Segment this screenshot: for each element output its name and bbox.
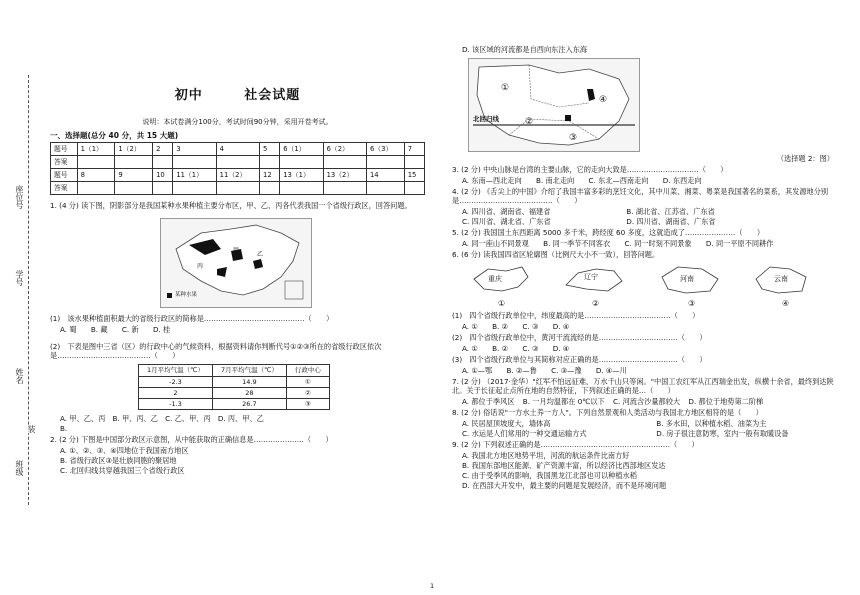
question-7-stem: 7. (2 分) （2017·金华）"红军不怕远征难，万水千山只等闲。"中国工农红军从江西瑞金出发，纵横十余省，最终到达陕北。关于长征起止点所在地的自然特征，下列叙述正确的是…（ ）	[452, 377, 834, 395]
seat-number-label: 座位号	[15, 185, 24, 209]
climate-table	[138, 364, 330, 410]
table-cell: 14	[366, 169, 404, 182]
option-d: D. 房子很注意防寒，室内一般有取暖设备	[656, 429, 789, 438]
table-cell: 10	[153, 169, 173, 182]
option-c: C. 由于受季风的影响，我国黑龙江北部也可以种植水稻	[462, 471, 637, 480]
table-row	[51, 156, 425, 169]
map-caption: （选择题 2：图）	[776, 154, 834, 163]
table-cell	[115, 156, 153, 169]
question-6-sub2: (2) 四个省级行政单位中，黄河干流流经的是……………………………（ ）	[452, 333, 707, 342]
question-8-stem: 8. (2 分) 俗话说"一方水土养一方人"。下列自然景观和人类活动与我国北方地区相符的是（ ）	[452, 408, 763, 417]
question-4-options-row1	[462, 207, 842, 216]
option-d: D. 都位于地势第二阶梯	[688, 397, 764, 406]
option-a: A. 东南—西北走向	[462, 176, 522, 185]
table-cell	[366, 156, 404, 169]
question-6-stem: 6. (6 分) 读我国四省区轮廓图（比例尺大小不一致），回答问题。	[452, 250, 660, 259]
title-right: 社会试题	[244, 88, 301, 103]
option-c: C. 水运是人们常用的一种交通运输方式	[462, 429, 587, 438]
question-3-options	[462, 176, 842, 185]
option-d: D. ④	[552, 322, 570, 331]
question-1-sub1-options	[60, 325, 425, 334]
option-a: A. ①	[462, 344, 478, 353]
option-a: A. ①—鄂	[462, 366, 493, 375]
table-cell: 13（1）	[280, 169, 323, 182]
map-label-yi: 乙	[257, 251, 264, 259]
option-c: C. 北回归线共穿越我国三个省级行政区	[60, 465, 185, 475]
question-8-options-row1	[462, 419, 842, 428]
option-b: B. 藏	[90, 325, 108, 335]
option-c: C. 同一时刻不同景象	[624, 239, 692, 248]
question-2-stem: 2. (2 分) 下图是中国部分政区示意图，从中能获取的正确信息是…………………（ ）	[50, 434, 333, 444]
option-b: B. 南北走向	[535, 176, 575, 185]
province-liaoning: 辽宁	[584, 273, 598, 281]
option-c: C. ③	[522, 322, 539, 331]
option-d: D. 在西部大开发中，最主要的问题是发展经济，而不是环境问题	[462, 481, 667, 490]
option-b: B. 多水田，以种植水稻、油菜为主	[656, 419, 767, 428]
table-cell: 5	[260, 143, 280, 156]
section-heading: 一、选择题(总分 40 分，共 15 大题)	[50, 131, 179, 140]
question-3-stem: 3. (2 分) 中央山脉是台湾的主要山脉，它的走向大致是…………………………（ ）	[452, 165, 728, 174]
table-cell: 6（2）	[323, 143, 366, 156]
table-cell	[260, 182, 280, 195]
table-cell: 11（1）	[173, 169, 216, 182]
option-c: C. 河流含沙量都较大	[613, 397, 681, 406]
province-outlines	[466, 263, 842, 309]
table-cell: 3	[173, 143, 216, 156]
option-c: C. 新	[121, 325, 139, 335]
question-4-stem: 4. (2 分) 《舌尖上的中国》介绍了我国丰富多彩的烹饪文化，其中川菜、湘菜、粤菜是我国著名的菜系，其发源地分别是…………………………………（ ）	[452, 187, 829, 205]
table-cell: 7	[404, 143, 424, 156]
province-chongqing: 重庆	[488, 275, 502, 283]
question-6-sub3-options	[462, 366, 842, 375]
option-d: D. 同一平原不同耕作	[705, 239, 774, 248]
table-cell: 1（2）	[115, 143, 153, 156]
option-b: B. ②	[492, 344, 509, 353]
table-cell: 1（1）	[77, 143, 115, 156]
province-yunnan: 云南	[774, 275, 788, 283]
province-henan: 河南	[680, 275, 694, 283]
table-cell	[153, 156, 173, 169]
table-cell: 13（2）	[323, 169, 366, 182]
name-label: 姓名	[15, 368, 24, 384]
south-china-map-icon	[469, 59, 639, 151]
map-label-bing: 丙	[197, 263, 204, 271]
option-c: C. ③—豫	[551, 366, 582, 375]
table-cell: 6（1）	[280, 143, 323, 156]
question-1-stem: 1. (4 分) 读下图，阴影部分是我国某种水果种植主要分布区，甲、乙、丙各代表我国一个省级行政区，回答问题。	[50, 201, 412, 211]
regional-map	[468, 58, 640, 152]
table-cell	[216, 156, 259, 169]
option-c: C. 东北—西南走向	[588, 176, 649, 185]
table-row	[51, 182, 425, 195]
table-cell: 题号	[51, 143, 78, 156]
question-5-options	[462, 239, 842, 248]
option-b: B. 同一季节不同客衣	[543, 239, 611, 248]
table-row: -2.3 14.9 ①	[139, 376, 330, 387]
question-4-options-row2	[462, 217, 842, 226]
map-legend: 某种水果	[175, 292, 198, 299]
answer-table	[50, 142, 425, 195]
option-d: D. 东西走向	[662, 176, 702, 185]
question-1-sub2-options: A. 甲、乙、丙 B. 甲、丙、乙 C. 乙、甲、丙 D. 丙、甲、乙	[60, 413, 264, 423]
table-cell	[260, 156, 280, 169]
option-d: D. ④	[552, 344, 570, 353]
table-cell: 6（3）	[366, 143, 404, 156]
map-label-2: ②	[525, 117, 534, 127]
option-b: B. 省级行政区③是壮族同胞的聚居地	[60, 455, 177, 465]
question-9-stem: 9. (2 分) 下列叙述正确的是………………………………………………（ ）	[452, 440, 699, 449]
question-6-sub1-options	[462, 322, 842, 331]
option-a: A. ①	[462, 322, 478, 331]
table-cell	[280, 156, 323, 169]
option-a: A. 都位于季风区	[462, 397, 515, 406]
option-b: B. 一月均温都在 0℃以下	[522, 397, 605, 406]
table-cell	[77, 182, 115, 195]
table-cell	[323, 156, 366, 169]
table-row: 2 28 ②	[139, 387, 330, 398]
option-a: A. 民居屋顶坡度大，墙体高	[462, 419, 551, 428]
option-a: A. 我国北方地区地势平坦，河流的航运条件比南方好	[462, 451, 630, 460]
table-cell: 4	[216, 143, 259, 156]
title-left: 初中	[174, 88, 203, 103]
class-label: 班级	[15, 460, 24, 476]
option-d: D. 四川省、湖南省、广东省	[626, 217, 716, 226]
question-6-sub3: (3) 四个省级行政单位与其简称对应正确的是……………………………（ ）	[452, 355, 707, 364]
province-num-4: ④	[782, 299, 790, 308]
option-a: A. ①、②、③、④四地位于我国南方地区	[60, 445, 189, 455]
table-cell	[173, 156, 216, 169]
province-num-3: ③	[688, 299, 696, 308]
question-1-sub2-option-b: B.	[60, 423, 68, 433]
table-row	[51, 169, 425, 182]
question-1-sub2: (2) 下表是图中三省（区）的行政中心的气候资料，根据资料请你判断代号①②③所在的省级行政区依次是…………………………………（ ）	[50, 342, 382, 361]
left-column	[50, 88, 425, 476]
exam-note: 说明：本试卷满分100分，考试时间90分钟，采用开卷考试。	[142, 118, 333, 127]
table-cell	[404, 156, 424, 169]
table-cell	[173, 182, 216, 195]
table-row	[51, 143, 425, 156]
table-row: 1月平均气温（℃） 7月平均气温（℃） 行政中心	[139, 365, 330, 376]
table-cell	[115, 182, 153, 195]
table-cell: 8	[77, 169, 115, 182]
table-cell: 答案	[51, 156, 78, 169]
option-b: B. ②—鲁	[506, 366, 537, 375]
question-2-option-d: D. 该区域的河流都是自西向东注入东海	[462, 45, 588, 54]
table-cell	[216, 182, 259, 195]
table-cell: 9	[115, 169, 153, 182]
table-row: -1.3 26.7 ③	[139, 398, 330, 409]
table-cell: 答案	[51, 182, 78, 195]
page-number: 1	[430, 582, 435, 590]
seal-line	[28, 75, 29, 505]
table-cell	[366, 182, 404, 195]
option-c: C. 四川省、湖北省、广东省	[462, 217, 551, 226]
table-cell: 2	[153, 143, 173, 156]
table-cell	[280, 182, 323, 195]
option-a: A. 蜀	[60, 325, 77, 335]
table-cell	[77, 156, 115, 169]
tropic-label: 北回归线	[473, 115, 499, 123]
right-column	[452, 44, 842, 491]
table-cell: 12	[260, 169, 280, 182]
table-cell	[323, 182, 366, 195]
option-b: B. ②	[492, 322, 509, 331]
question-5-stem: 5. (2 分) 我国国土东西距离 5000 多千米，跨经度 60 多度，这就造成了…………………（ ）	[452, 228, 765, 237]
table-cell: 15	[404, 169, 424, 182]
option-c: C. ③	[522, 344, 539, 353]
province-shapes-icon	[466, 263, 826, 297]
map-label-4: ④	[599, 95, 608, 105]
option-b: B. 湖北省、江苏省、广东省	[626, 207, 715, 216]
question-7-options	[462, 397, 842, 406]
option-d: D. 桂	[152, 325, 171, 335]
province-num-1: ①	[498, 299, 506, 308]
option-d: D. ④—川	[595, 366, 627, 375]
option-b: B. 我国东部地区能源、矿产资源丰富，所以经济比西部地区发达	[462, 461, 666, 470]
seal-char: 装	[27, 425, 36, 433]
map-label-1: ①	[501, 83, 510, 93]
question-1-sub1: (1) 该水果种植面积最大的省级行政区的简称是……………………………………（ ）	[50, 314, 334, 324]
option-a: A. 同一座山不同景观	[462, 239, 529, 248]
page-title	[50, 88, 425, 104]
map-label-3: ③	[569, 133, 578, 143]
table-cell	[153, 182, 173, 195]
question-6-sub2-options	[462, 344, 842, 353]
table-cell	[404, 182, 424, 195]
table-cell: 题号	[51, 169, 78, 182]
question-8-options-row2	[462, 429, 842, 438]
student-id-label: 学号	[15, 270, 24, 286]
option-a: A. 四川省、湖南省、福建省	[462, 207, 551, 216]
fruit-distribution-map	[160, 218, 312, 308]
table-cell: 11（2）	[216, 169, 259, 182]
map-label-jia: 甲	[233, 247, 240, 255]
question-6-sub1: (1) 四个省级行政单位中，纬度最高的是………………………………（ ）	[452, 311, 700, 320]
province-num-2: ②	[592, 299, 600, 308]
